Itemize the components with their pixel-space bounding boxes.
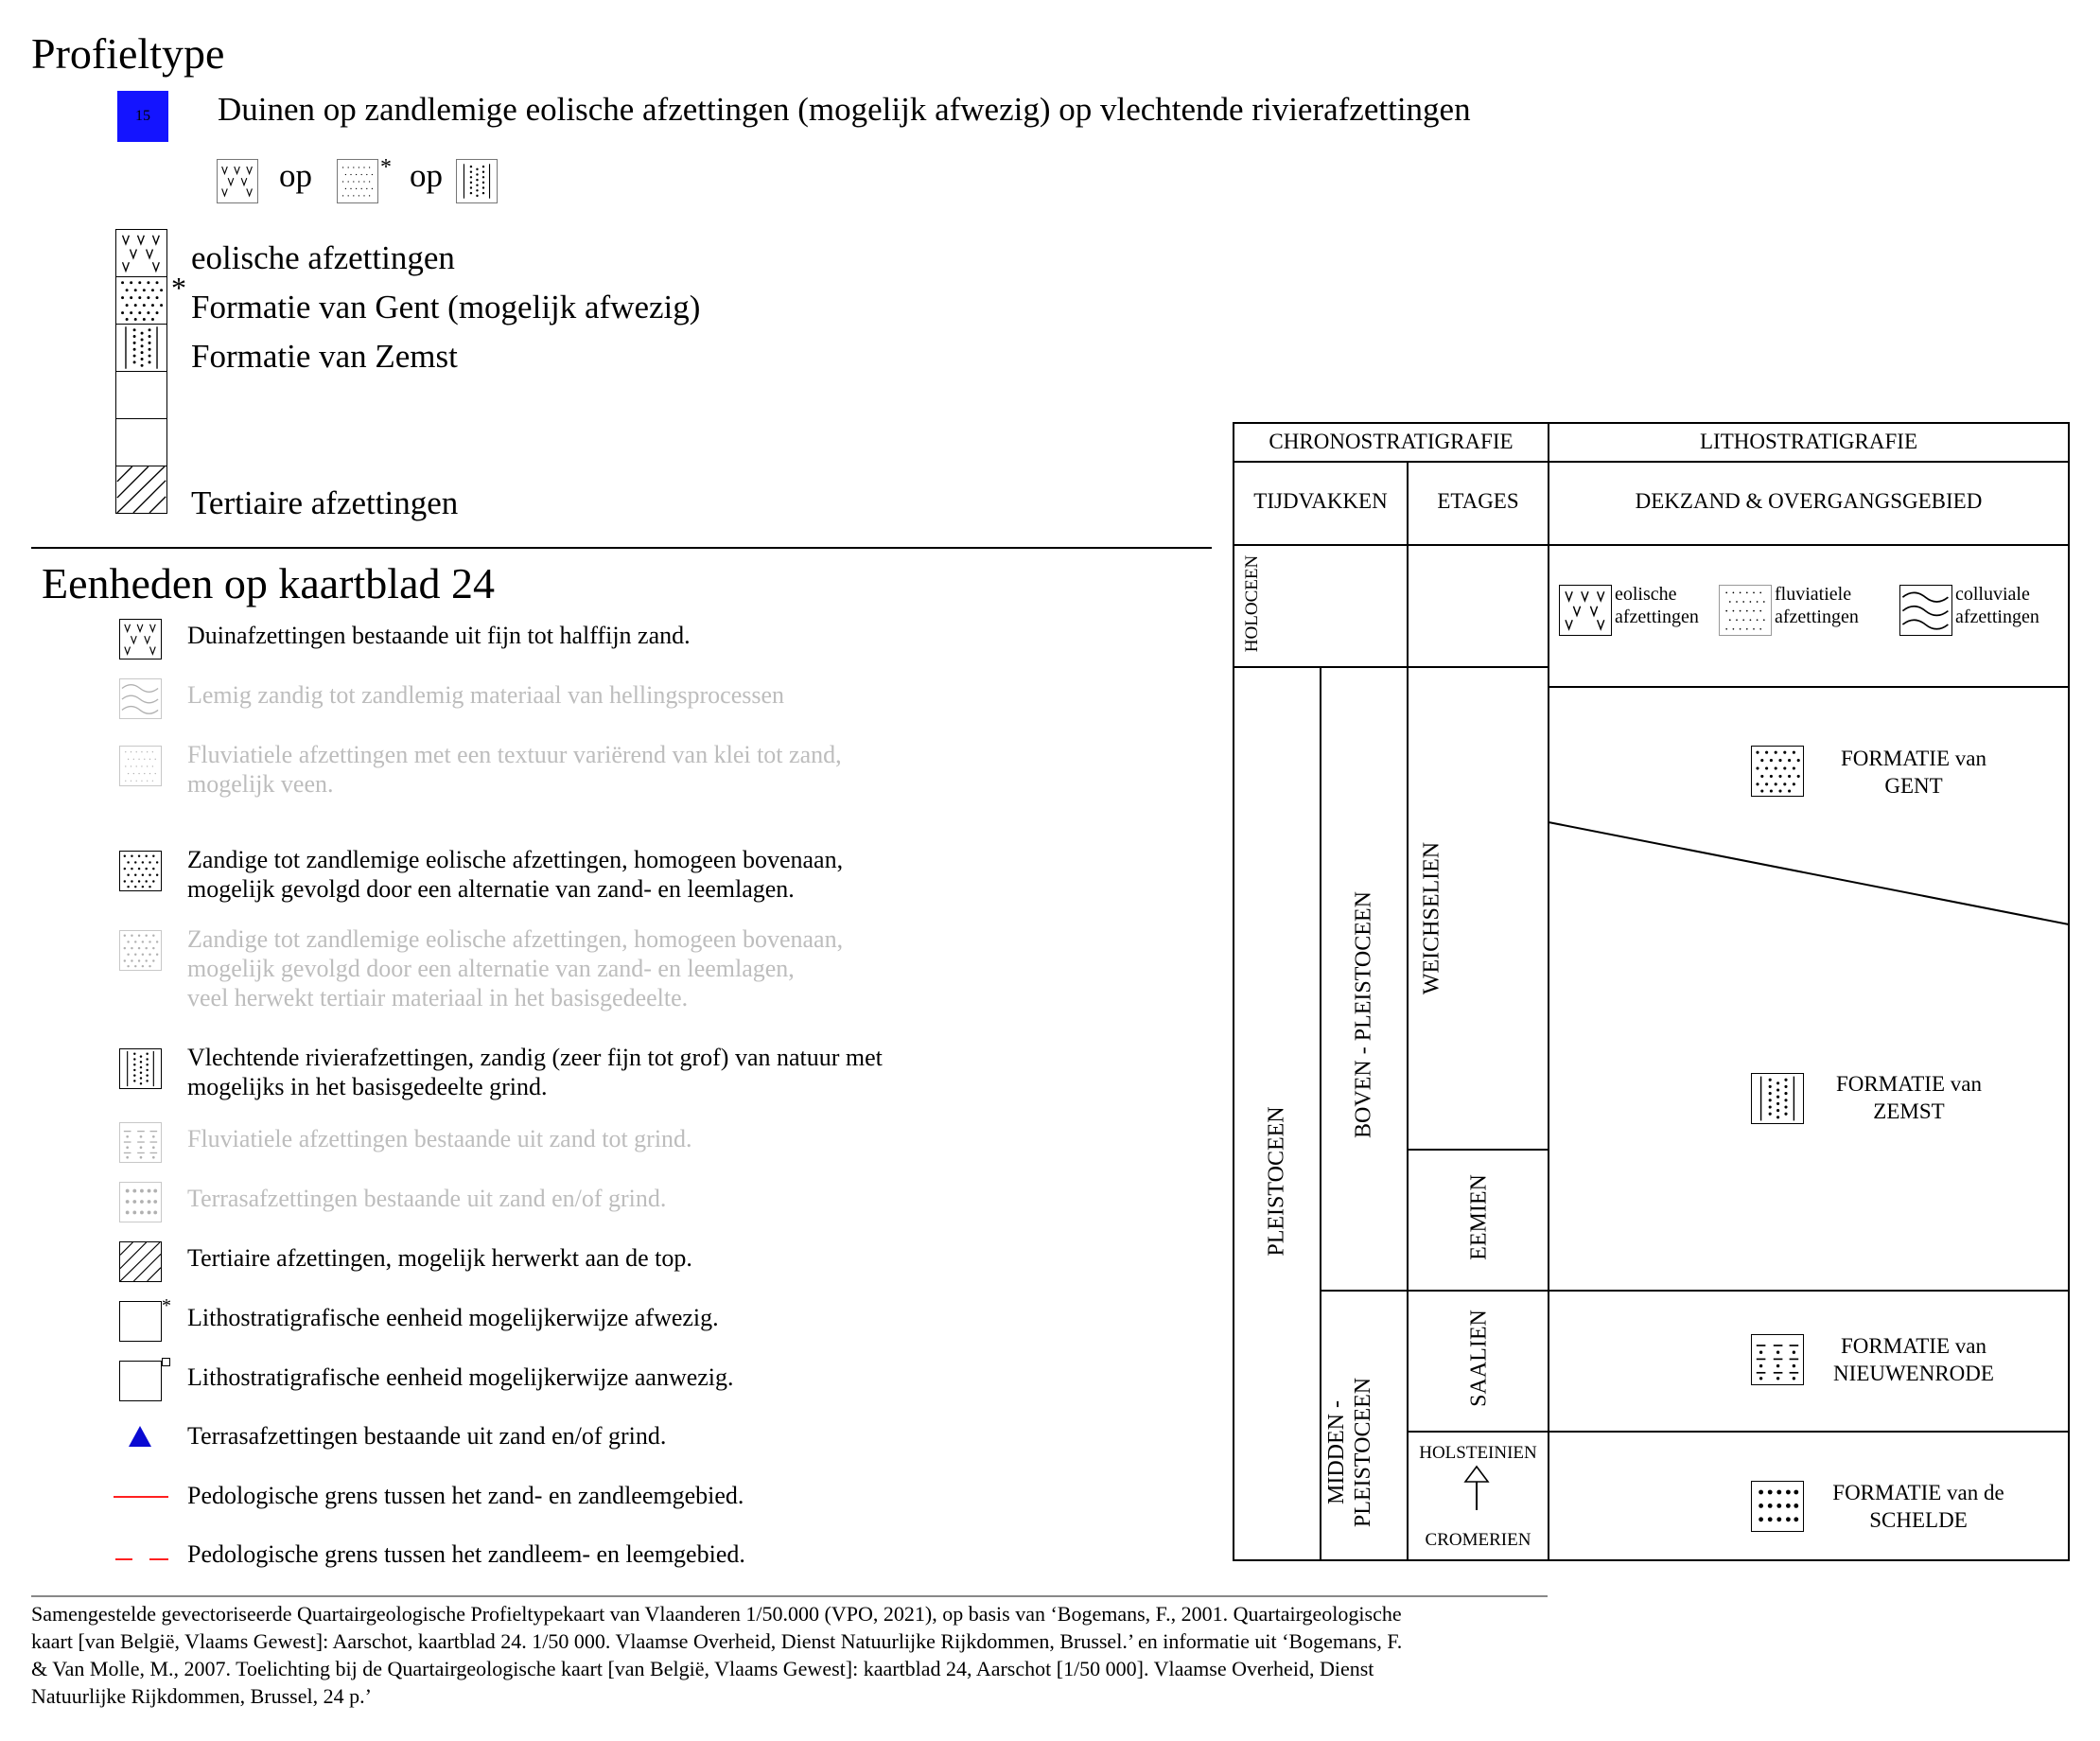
stratigraphy-table xyxy=(1233,422,2070,1561)
litho-header: LITHOSTRATIGRAFIE xyxy=(1700,430,1917,453)
caption-line: Natuurlijke Rijkdommen, Brussel, 24 p.’ xyxy=(31,1684,372,1708)
holsteinien-label: HOLSTEINIEN xyxy=(1419,1443,1537,1463)
empty-layer xyxy=(115,418,167,466)
braided-icon xyxy=(1751,1073,1804,1124)
braided-icon xyxy=(456,159,498,203)
legend-fluviatiel xyxy=(1775,583,1859,628)
unit-description xyxy=(187,1043,883,1101)
unit-description-line: Terrasafzettingen bestaande uit zand en/of grind. xyxy=(187,1422,667,1450)
unit-description-line: mogelijk gevolgd door een alternatie van zand- en leemlagen. xyxy=(187,875,795,903)
weichselien-label: WEICHSELIEN xyxy=(1419,841,1444,995)
formation-line: FORMATIE van xyxy=(1836,1072,1982,1096)
unit-description xyxy=(187,1303,719,1332)
dots-icon xyxy=(1751,746,1804,797)
unit-description xyxy=(187,1421,666,1451)
legend-line: afzettingen xyxy=(1955,607,2039,627)
wave-icon xyxy=(1899,585,1952,636)
star-mark: * xyxy=(162,1295,171,1316)
caption-line: & Van Molle, M., 2007. Toelichting bij de Quartairgeologische kaart [van België, Vlaams Gewest]: kaartblad 24, Aarschot [1/50 000]. Vlaamse Overheid, Dienst xyxy=(31,1657,1374,1680)
unit-description-line: Zandige tot zandlemige eolische afzettingen, homogeen bovenaan, xyxy=(187,925,844,953)
dots-icon xyxy=(119,851,162,891)
formation-line: SCHELDE xyxy=(1869,1508,1968,1532)
legend-eolisch xyxy=(1615,583,1699,628)
unit-description-line: Lithostratigrafische eenheid mogelijkerwijze aanwezig. xyxy=(187,1363,734,1391)
unit-description xyxy=(187,845,843,904)
unit-description xyxy=(187,1363,734,1392)
unit-description xyxy=(187,1184,666,1213)
cromerien-label: CROMERIEN xyxy=(1425,1530,1531,1550)
unit-description-line: mogelijk veen. xyxy=(187,770,334,798)
caption-divider xyxy=(31,1595,1548,1597)
dune-v-icon xyxy=(119,619,162,659)
dots-icon xyxy=(115,276,167,325)
braided-icon xyxy=(119,1048,162,1089)
profile-description: Duinen op zandlemige eolische afzettingen (mogelijk afwezig) op vlechtende rivierafzettingen xyxy=(218,91,1471,128)
empty-layer xyxy=(115,371,167,419)
saalien-label: SAALIEN xyxy=(1466,1310,1492,1407)
unit-description-line: Lemig zandig tot zandlemig materiaal van hellingsprocessen xyxy=(187,681,785,709)
formation-line: FORMATIE van de xyxy=(1832,1481,2004,1504)
badge-number: 15 xyxy=(135,108,150,124)
column-star: * xyxy=(171,271,186,305)
formation-line: FORMATIE van xyxy=(1841,1334,1986,1358)
dune-v-icon xyxy=(217,159,258,203)
unit-description-line: Fluviatiele afzettingen met een textuur variërend van klei tot zand, xyxy=(187,741,842,768)
legend-colluviaal xyxy=(1955,583,2039,628)
units-heading: Eenheden op kaartblad 24 xyxy=(42,559,495,607)
unit-description-line: Tertiaire afzettingen, mogelijk herwerkt aan de top. xyxy=(187,1244,692,1272)
unit-description xyxy=(187,740,842,799)
dash-dot-icon xyxy=(119,1122,162,1163)
unit-description-line: Terrasafzettingen bestaande uit zand en/of grind. xyxy=(187,1185,667,1212)
fine-dots-icon xyxy=(1719,585,1772,636)
column-label-tertiair: Tertiaire afzettingen xyxy=(191,484,459,521)
unit-description-line: Lithostratigrafische eenheid mogelijkerwijze afwezig. xyxy=(187,1304,719,1331)
unit-description-line: Zandige tot zandlemige eolische afzettingen, homogeen bovenaan, xyxy=(187,846,844,873)
section-divider xyxy=(31,547,1212,549)
empty-square-icon xyxy=(119,1361,162,1401)
legend-line: afzettingen xyxy=(1775,607,1859,627)
red-dash-icon xyxy=(115,1558,168,1560)
braided-icon xyxy=(115,324,167,372)
dots-icon xyxy=(119,930,162,971)
formula-op-1: op xyxy=(279,157,312,194)
dune-v-icon xyxy=(115,229,167,277)
unit-description xyxy=(187,1539,745,1569)
unit-description xyxy=(187,1124,692,1153)
square-mark xyxy=(162,1358,170,1366)
formation-zemst xyxy=(1810,1070,2008,1125)
eemien-label: EEMIEN xyxy=(1466,1174,1492,1260)
formation-gent xyxy=(1810,745,2018,800)
legend-line: afzettingen xyxy=(1615,607,1699,627)
unit-description-line: Vlechtende rivierafzettingen, zandig (zeer fijn tot grof) van natuur met xyxy=(187,1044,883,1071)
wave-icon xyxy=(119,678,162,719)
formation-line: GENT xyxy=(1884,774,1943,798)
midden-line: MIDDEN - xyxy=(1324,1400,1349,1504)
unit-description-line: Pedologische grens tussen het zandleem- en leemgebied. xyxy=(187,1540,745,1568)
caption-line: Samengestelde gevectoriseerde Quartairgeologische Profieltypekaart van Vlaanderen 1/50.000 (VPO, 2021), op basis van ‘Bogemans, F., 2001. Quartairgeologische xyxy=(31,1602,1402,1626)
formation-nieuwenrode xyxy=(1810,1332,2018,1387)
unit-description xyxy=(187,924,843,1012)
col-etages: ETAGES xyxy=(1437,489,1519,513)
hatch-icon xyxy=(119,1241,162,1282)
unit-description xyxy=(187,1481,744,1510)
unit-description-line: veel herwekt tertiair materiaal in het basisgedeelte. xyxy=(187,984,689,1011)
unit-description-line: mogelijks in het basisgedeelte grind. xyxy=(187,1073,548,1100)
holoceen-label: HOLOCEEN xyxy=(1242,554,1262,653)
formula-op-2: op xyxy=(410,157,443,194)
column-label-zemst: Formatie van Zemst xyxy=(191,338,458,375)
col-tijdvakken: TIJDVAKKEN xyxy=(1253,489,1388,513)
red-line-icon xyxy=(114,1496,168,1498)
empty-star-icon xyxy=(119,1301,162,1342)
formation-line: FORMATIE van xyxy=(1841,747,1986,770)
column-label-gent: Formatie van Gent (mogelijk afwezig) xyxy=(191,289,701,325)
formation-line: NIEUWENRODE xyxy=(1833,1362,1994,1385)
dash-dot-icon xyxy=(1751,1334,1804,1385)
triangle-icon xyxy=(129,1426,151,1447)
column-label-eolisch: eolische afzettingen xyxy=(191,239,455,276)
caption-line: kaart [van België, Vlaams Gewest]: Aarschot, kaartblad 24. 1/50 000. Vlaamse Overheid, Dienst Natuurlijke Rijkdommen, Brussel.’ en informatie uit ‘Bogemans, F. xyxy=(31,1629,1403,1653)
profile-badge xyxy=(117,91,168,142)
dots-icon xyxy=(337,159,378,203)
unit-description-line: Fluviatiele afzettingen bestaande uit zand tot grind. xyxy=(187,1125,692,1152)
unit-description xyxy=(187,621,691,650)
boven-pleistoceen-label: BOVEN - PLEISTOCEEN xyxy=(1351,891,1376,1138)
chrono-header: CHRONOSTRATIGRAFIE xyxy=(1269,430,1514,453)
formation-schelde xyxy=(1810,1479,2027,1534)
formula-star: * xyxy=(380,155,392,180)
grid-dots-icon xyxy=(1751,1481,1804,1532)
grid-dots-icon xyxy=(119,1182,162,1222)
caption xyxy=(31,1600,1402,1710)
formation-line: ZEMST xyxy=(1873,1099,1945,1123)
dune-v-icon xyxy=(1559,585,1612,636)
profile-column xyxy=(115,230,167,514)
legend-line: fluviatiele xyxy=(1775,584,1852,605)
fine-dots-icon xyxy=(119,746,162,786)
pleistoceen-label: PLEISTOCEEN xyxy=(1264,1106,1289,1257)
hatch-icon xyxy=(115,466,167,514)
legend-line: eolische xyxy=(1615,584,1677,605)
col-dekzand: DEKZAND & OVERGANGSGEBIED xyxy=(1635,489,1983,513)
profile-heading: Profieltype xyxy=(31,29,225,78)
unit-description-line: mogelijk gevolgd door een alternatie van zand- en leemlagen, xyxy=(187,955,795,982)
midden-pleistoceen-label xyxy=(1323,1358,1376,1547)
unit-description xyxy=(187,680,784,710)
unit-description-line: Duinafzettingen bestaande uit fijn tot halffijn zand. xyxy=(187,622,691,649)
legend-line: colluviale xyxy=(1955,584,2030,605)
unit-description xyxy=(187,1243,692,1273)
midden-line: PLEISTOCEEN xyxy=(1351,1377,1375,1528)
unit-description-line: Pedologische grens tussen het zand- en zandleemgebied. xyxy=(187,1482,744,1509)
